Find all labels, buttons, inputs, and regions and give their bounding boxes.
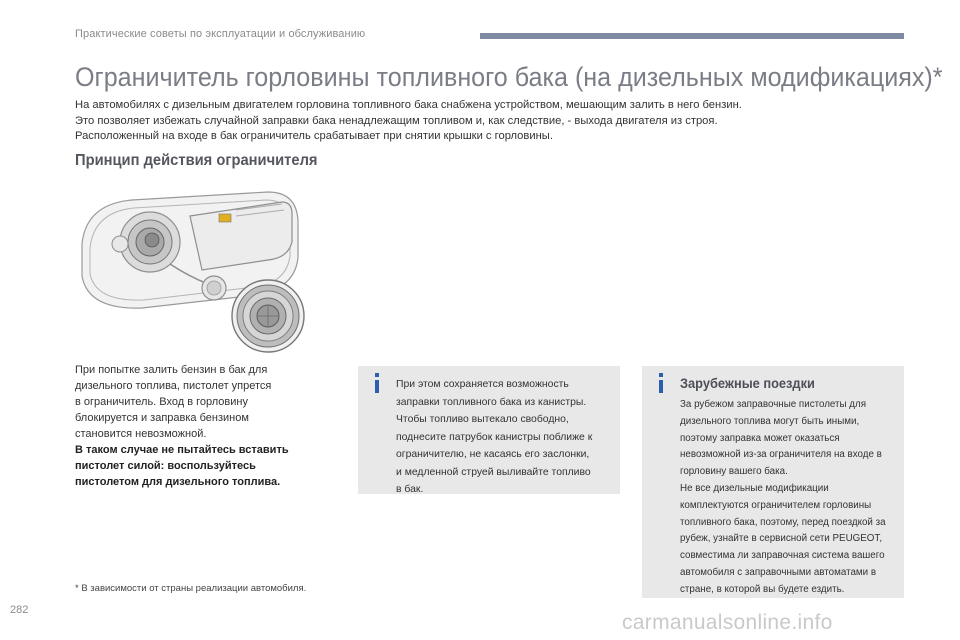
- header-accent-bar: [480, 33, 904, 39]
- info-line: заправки топливного бака из канистры.: [396, 396, 587, 408]
- body-line: становится невозможной.: [75, 428, 207, 440]
- info-line: стране, в которой вы будете ездить.: [680, 583, 845, 595]
- section-title: Принцип действия ограничителя: [75, 152, 318, 169]
- info-line: Не все дизельные модификации: [680, 482, 829, 494]
- body-line: блокируется и заправка бензином: [75, 412, 249, 424]
- info-line: комплектуются ограничителем горловины: [680, 499, 872, 511]
- body-line: дизельного топлива, пистолет упрется: [75, 380, 272, 392]
- page-title: Ограничитель горловины топливного бака (на дизельных модификациях)*: [75, 62, 943, 92]
- info-line: совместима ли заправочная система вашего: [680, 550, 885, 562]
- page-number: 282: [10, 604, 29, 616]
- body-line: в ограничитель. Вход в горловину: [75, 396, 248, 408]
- body-line: При попытке залить бензин в бак для: [75, 364, 268, 376]
- info-line: Чтобы топливо вытекало свободно,: [396, 414, 569, 425]
- info-line: автомобиля с заправочными автоматами в: [680, 566, 877, 578]
- info-icon: [372, 372, 382, 394]
- warning-line: В таком случае не пытайтесь вставить: [75, 444, 289, 456]
- info-line: поднесите патрубок канистры поближе к: [396, 431, 593, 443]
- info-box-canister: [358, 366, 620, 494]
- intro-paragraph: [75, 98, 895, 145]
- footnote: * В зависимости от страны реализации автомобиля.: [75, 583, 307, 594]
- info-line: За рубежом заправочные пистолеты для: [680, 399, 867, 410]
- info-box-title: Зарубежные поездки: [680, 376, 815, 391]
- restrictor-description: [75, 362, 343, 490]
- info-line: невозможной из-за ограничителя на входе в: [680, 449, 882, 461]
- intro-line: На автомобилях с дизельным двигателем горловина топливного бака снабжена устройством, мешающим залить в него бензин.: [75, 99, 742, 111]
- warning-line: пистолетом для дизельного топлива.: [75, 476, 281, 488]
- watermark: carmanualsonline.info: [622, 611, 833, 634]
- info-line: дизельного топлива могут быть иными,: [680, 415, 860, 427]
- running-header: Практические советы по эксплуатации и обслуживанию: [75, 28, 366, 40]
- info-line: горловину вашего бака.: [680, 466, 788, 478]
- info-line: топливного бака, поэтому, перед поездкой за: [680, 516, 886, 528]
- warning-line: пистолет силой: воспользуйтесь: [75, 460, 256, 472]
- info-box-travel-abroad: [642, 366, 904, 598]
- info-line: рубеж, узнайте в сервисной сети PEUGEOT,: [680, 533, 883, 545]
- info-line: При этом сохраняется возможность: [396, 379, 569, 390]
- info-icon: [656, 372, 666, 394]
- intro-line: Расположенный на входе в бак ограничитель срабатывает при снятии крышки с горловины.: [75, 130, 553, 142]
- info-line: в бак.: [396, 484, 424, 495]
- info-line: поэтому заправка может оказаться: [680, 432, 840, 444]
- warning-label-icon: [219, 214, 231, 222]
- info-line: и медленной струей выливайте топливо: [396, 466, 591, 478]
- intro-line: Это позволяет избежать случайной заправки бака ненадлежащим топливом и, как следствие, - выхода двигателя из строя.: [75, 114, 718, 127]
- info-line: ограничителю, не касаясь его заслонки,: [396, 449, 590, 460]
- fuel-filler-illustration: [72, 184, 312, 356]
